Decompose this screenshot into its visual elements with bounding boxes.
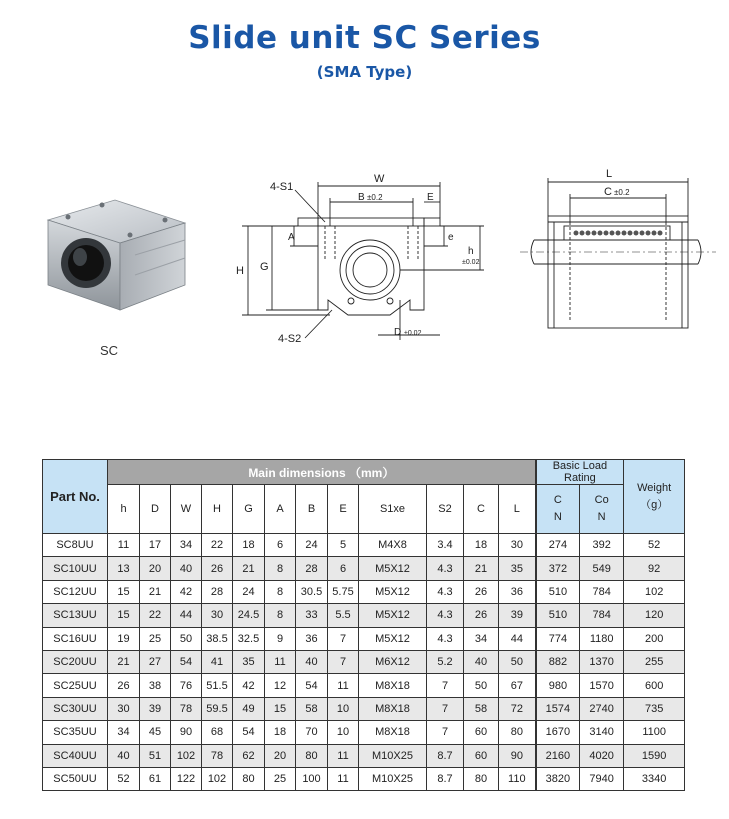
part-number-cell: SC10UU	[43, 557, 108, 580]
table-cell: 21	[464, 557, 499, 580]
table-row	[43, 650, 685, 673]
table-cell: 100	[296, 767, 328, 790]
table-cell: 40	[296, 650, 328, 673]
table-cell: M8X18	[359, 721, 427, 744]
side-view-drawing	[520, 160, 720, 350]
table-cell: 78	[171, 697, 202, 720]
table-cell: 41	[202, 650, 233, 673]
table-cell: 7	[427, 674, 464, 697]
table-cell: 36	[499, 580, 536, 603]
table-cell: M5X12	[359, 604, 427, 627]
table-cell: M8X18	[359, 697, 427, 720]
header-dim-w: W	[171, 485, 202, 534]
header-dim-a: A	[265, 485, 296, 534]
table-cell: 20	[140, 557, 171, 580]
label-h: h	[468, 246, 474, 257]
table-cell: 34	[171, 534, 202, 557]
table-cell: 28	[296, 557, 328, 580]
label-G: G	[260, 261, 269, 273]
page-title: Slide unit SC Series	[188, 20, 541, 56]
table-cell: M4X8	[359, 534, 427, 557]
table-cell: 30.5	[296, 580, 328, 603]
table-cell: 52	[108, 767, 140, 790]
table-cell: 11	[328, 767, 359, 790]
table-cell: 11	[265, 650, 296, 673]
label-A: A	[288, 232, 295, 243]
table-cell: 68	[202, 721, 233, 744]
table-cell: 26	[464, 580, 499, 603]
table-cell: 50	[171, 627, 202, 650]
table-cell: 200	[624, 627, 685, 650]
table-cell: 4020	[580, 744, 624, 767]
table-cell: 735	[624, 697, 685, 720]
table-cell: 3340	[624, 767, 685, 790]
table-cell: 21	[140, 580, 171, 603]
table-cell: 50	[464, 674, 499, 697]
header-dim-g: G	[233, 485, 265, 534]
header-part-no: Part No.	[43, 460, 108, 534]
table-cell: 26	[108, 674, 140, 697]
table-cell: 9	[265, 627, 296, 650]
table-cell: 2160	[536, 744, 580, 767]
table-cell: 7	[328, 650, 359, 673]
table-cell: 510	[536, 580, 580, 603]
table-cell: 11	[108, 534, 140, 557]
table-cell: 44	[171, 604, 202, 627]
header-weight: Weight （g）	[624, 460, 685, 534]
table-cell: 32.5	[233, 627, 265, 650]
table-cell: 13	[108, 557, 140, 580]
table-cell: 6	[265, 534, 296, 557]
table-row	[43, 721, 685, 744]
label-C: C	[604, 186, 612, 198]
label-D-tol: ±0.02	[404, 330, 422, 337]
table-cell: 784	[580, 604, 624, 627]
spec-table	[42, 459, 685, 791]
part-number-cell: SC35UU	[43, 721, 108, 744]
header-dim-b: B	[296, 485, 328, 534]
table-cell: 1670	[536, 721, 580, 744]
table-row	[43, 674, 685, 697]
table-cell: 40	[464, 650, 499, 673]
table-cell: 102	[202, 767, 233, 790]
label-L: L	[606, 168, 613, 180]
label-E: E	[427, 192, 434, 203]
header-dim-l: L	[499, 485, 536, 534]
table-cell: 774	[536, 627, 580, 650]
header-load-co: Co N	[580, 485, 624, 534]
front-view-drawing	[230, 160, 490, 350]
table-row	[43, 744, 685, 767]
table-cell: 67	[499, 674, 536, 697]
table-cell: 1574	[536, 697, 580, 720]
table-cell: 1570	[580, 674, 624, 697]
table-cell: 600	[624, 674, 685, 697]
table-cell: 76	[171, 674, 202, 697]
table-cell: 42	[171, 580, 202, 603]
table-cell: 36	[296, 627, 328, 650]
table-cell: 19	[108, 627, 140, 650]
table-cell: 40	[108, 744, 140, 767]
label-B-tol: ±0.2	[367, 193, 383, 202]
table-cell: 15	[108, 580, 140, 603]
table-cell: M5X12	[359, 580, 427, 603]
table-cell: 1370	[580, 650, 624, 673]
label-h-tol: ±0.02	[462, 259, 480, 266]
table-cell: 58	[464, 697, 499, 720]
page-subtitle: (SMA Type)	[316, 63, 413, 81]
table-cell: 25	[140, 627, 171, 650]
table-cell: 30	[202, 604, 233, 627]
table-cell: 34	[464, 627, 499, 650]
table-cell: 49	[233, 697, 265, 720]
table-cell: 510	[536, 604, 580, 627]
table-cell: 8	[265, 580, 296, 603]
table-cell: 8	[265, 604, 296, 627]
table-row	[43, 604, 685, 627]
table-cell: 22	[140, 604, 171, 627]
header-dim-e: E	[328, 485, 359, 534]
table-cell: 7940	[580, 767, 624, 790]
header-dim-h: h	[108, 485, 140, 534]
table-cell: 882	[536, 650, 580, 673]
table-cell: 24.5	[233, 604, 265, 627]
header-dim-c: C	[464, 485, 499, 534]
part-number-cell: SC13UU	[43, 604, 108, 627]
table-cell: 274	[536, 534, 580, 557]
table-cell: 21	[108, 650, 140, 673]
table-cell: 5.75	[328, 580, 359, 603]
table-cell: 10	[328, 721, 359, 744]
table-cell: 18	[233, 534, 265, 557]
table-cell: 35	[499, 557, 536, 580]
table-cell: 11	[328, 744, 359, 767]
header-dim-d: D	[140, 485, 171, 534]
table-row	[43, 767, 685, 790]
table-cell: 72	[499, 697, 536, 720]
table-cell: 4.3	[427, 580, 464, 603]
table-cell: 59.5	[202, 697, 233, 720]
table-cell: 4.3	[427, 604, 464, 627]
table-cell: 8	[265, 557, 296, 580]
table-cell: 1590	[624, 744, 685, 767]
table-cell: 8.7	[427, 767, 464, 790]
table-cell: 92	[624, 557, 685, 580]
header-dim-h: H	[202, 485, 233, 534]
table-cell: 21	[233, 557, 265, 580]
table-cell: 18	[464, 534, 499, 557]
table-cell: 3820	[536, 767, 580, 790]
table-cell: 60	[464, 721, 499, 744]
table-cell: 17	[140, 534, 171, 557]
table-cell: 28	[202, 580, 233, 603]
table-cell: 4.3	[427, 627, 464, 650]
table-cell: 78	[202, 744, 233, 767]
table-cell: 27	[140, 650, 171, 673]
table-cell: 8.7	[427, 744, 464, 767]
table-cell: 54	[233, 721, 265, 744]
table-cell: M10X25	[359, 767, 427, 790]
table-cell: 3.4	[427, 534, 464, 557]
table-cell: 4.3	[427, 557, 464, 580]
table-row	[43, 580, 685, 603]
table-cell: 5	[328, 534, 359, 557]
table-cell: 2740	[580, 697, 624, 720]
product-photo	[40, 195, 190, 325]
table-cell: 90	[171, 721, 202, 744]
table-cell: M10X25	[359, 744, 427, 767]
table-cell: 122	[171, 767, 202, 790]
table-cell: 50	[499, 650, 536, 673]
table-cell: 24	[233, 580, 265, 603]
part-number-cell: SC30UU	[43, 697, 108, 720]
table-cell: 3140	[580, 721, 624, 744]
table-cell: M6X12	[359, 650, 427, 673]
table-cell: 30	[108, 697, 140, 720]
table-cell: 10	[328, 697, 359, 720]
label-D: D	[394, 327, 402, 338]
table-cell: 58	[296, 697, 328, 720]
table-cell: 7	[328, 627, 359, 650]
table-cell: 38.5	[202, 627, 233, 650]
table-cell: 102	[171, 744, 202, 767]
table-cell: 39	[140, 697, 171, 720]
label-S1: 4-S1	[270, 181, 294, 193]
table-row	[43, 697, 685, 720]
label-W: W	[374, 173, 385, 185]
table-cell: 22	[202, 534, 233, 557]
part-number-cell: SC20UU	[43, 650, 108, 673]
table-row	[43, 627, 685, 650]
table-cell: M5X12	[359, 557, 427, 580]
part-number-cell: SC50UU	[43, 767, 108, 790]
part-number-cell: SC8UU	[43, 534, 108, 557]
dimension-header-row	[43, 485, 685, 534]
table-cell: 26	[464, 604, 499, 627]
part-number-cell: SC25UU	[43, 674, 108, 697]
table-cell: 39	[499, 604, 536, 627]
table-cell: 549	[580, 557, 624, 580]
table-cell: 392	[580, 534, 624, 557]
table-cell: 80	[499, 721, 536, 744]
label-B: B	[358, 192, 365, 203]
table-cell: 80	[464, 767, 499, 790]
table-cell: 11	[328, 674, 359, 697]
header-load-c: C N	[536, 485, 580, 534]
table-cell: 25	[265, 767, 296, 790]
table-cell: 1100	[624, 721, 685, 744]
part-number-cell: SC40UU	[43, 744, 108, 767]
label-H: H	[236, 265, 244, 277]
label-S2: 4-S2	[278, 333, 302, 345]
table-cell: 30	[499, 534, 536, 557]
table-cell: M8X18	[359, 674, 427, 697]
table-cell: M5X12	[359, 627, 427, 650]
table-cell: 5.2	[427, 650, 464, 673]
table-cell: 54	[296, 674, 328, 697]
label-C-tol: ±0.2	[614, 188, 630, 197]
table-cell: 15	[108, 604, 140, 627]
table-cell: 7	[427, 721, 464, 744]
table-cell: 6	[328, 557, 359, 580]
table-cell: 120	[624, 604, 685, 627]
header-dim-s1xe: S1xe	[359, 485, 427, 534]
table-cell: 24	[296, 534, 328, 557]
photo-label: SC	[100, 343, 119, 358]
table-cell: 1180	[580, 627, 624, 650]
table-cell: 80	[233, 767, 265, 790]
table-cell: 54	[171, 650, 202, 673]
table-cell: 12	[265, 674, 296, 697]
table-cell: 7	[427, 697, 464, 720]
table-cell: 51.5	[202, 674, 233, 697]
table-cell: 51	[140, 744, 171, 767]
table-row	[43, 557, 685, 580]
table-cell: 15	[265, 697, 296, 720]
table-cell: 102	[624, 580, 685, 603]
spec-table-body	[43, 534, 685, 791]
header-main-dimensions: Main dimensions （mm）	[108, 460, 536, 485]
table-cell: 110	[499, 767, 536, 790]
table-cell: 38	[140, 674, 171, 697]
table-cell: 40	[171, 557, 202, 580]
part-number-cell: SC16UU	[43, 627, 108, 650]
header-dim-s2: S2	[427, 485, 464, 534]
table-row	[43, 534, 685, 557]
table-cell: 90	[499, 744, 536, 767]
label-e: e	[448, 232, 454, 243]
table-cell: 42	[233, 674, 265, 697]
table-cell: 44	[499, 627, 536, 650]
table-cell: 255	[624, 650, 685, 673]
table-cell: 980	[536, 674, 580, 697]
table-cell: 62	[233, 744, 265, 767]
table-cell: 33	[296, 604, 328, 627]
table-cell: 784	[580, 580, 624, 603]
part-number-cell: SC12UU	[43, 580, 108, 603]
header-basic-load: Basic Load Rating	[536, 460, 624, 485]
table-cell: 60	[464, 744, 499, 767]
table-cell: 372	[536, 557, 580, 580]
table-cell: 18	[265, 721, 296, 744]
table-cell: 80	[296, 744, 328, 767]
table-cell: 45	[140, 721, 171, 744]
table-cell: 61	[140, 767, 171, 790]
table-cell: 52	[624, 534, 685, 557]
table-cell: 35	[233, 650, 265, 673]
table-cell: 26	[202, 557, 233, 580]
table-cell: 34	[108, 721, 140, 744]
table-cell: 20	[265, 744, 296, 767]
table-cell: 70	[296, 721, 328, 744]
table-cell: 5.5	[328, 604, 359, 627]
